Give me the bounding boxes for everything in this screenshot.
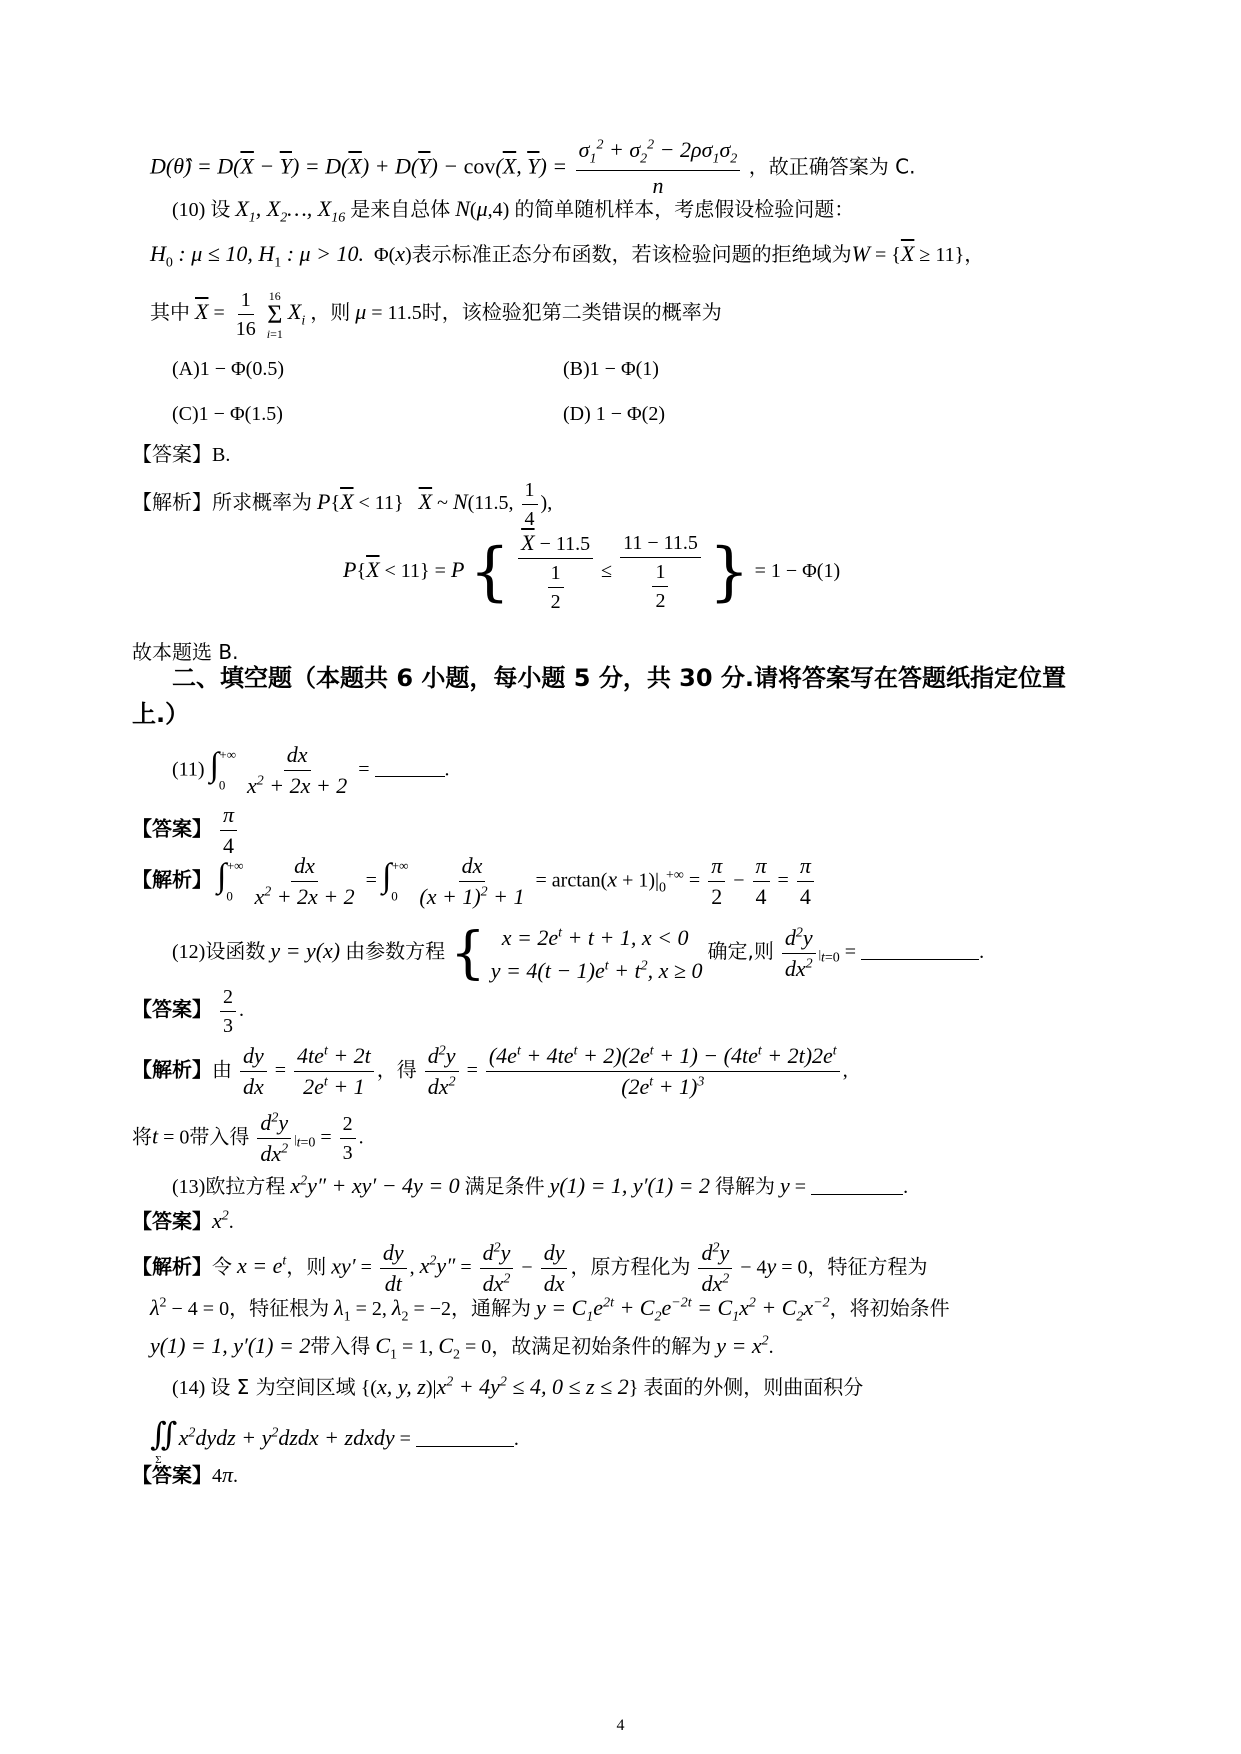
q13-analysis-line1: 【解析】令 $x = e^t$，则 xy′ = $\frac{dy}{dt}$ , $x^2y''$ = $\frac{d^2y}{dx^2}$ − $\frac{dy}{dx}$ ，原方程化为 $\frac{d^2y}{dx^2}$ − 4y = 0，特征方程为 — [132, 1240, 928, 1297]
q10-analysis-formula: $P\{\overline{X} < 11\} = P$ { $\frac{\overline{X} - 11.5}{\frac{1}{2}}$ ≤ $\frac{11 - 11.5}{\frac{1}{2}}$ } = 1 − Φ(1) — [343, 530, 841, 614]
q10-analysis: 【解析】所求概率为 $P\{\overline{X} < 11\}$ $\overline{X}$ ~ N(11.5, $\frac{1}{4}$ ), — [132, 479, 553, 530]
q12-stem: (12)设函数 y = y(x) 由参数方程 { $x = 2e^t + t + 1$, x < 0 $y = 4(t - 1)e^t + t^2$, x ≥ 0 确定,则 $\frac{d^2y}{dx^2}$ $|_{t=0}$ = . — [172, 921, 985, 986]
q9-conclusion: ，故正确答案为 C. — [748, 154, 916, 179]
q10-conclusion: 故本题选 B. — [132, 640, 239, 664]
q11-answer: 【答案】 $\frac{\pi}{4}$ — [132, 802, 240, 860]
q10-stem-line2: $H_0$ : μ ≤ 10, $H_1$ : μ > 10. Φ(x)表示标准正态分布函数，若该检验问题的拒绝域为$W = \{\overline{X} \ge 11\}$， — [150, 241, 985, 271]
q10-option-d: (D) 1 − Φ(2) — [563, 403, 665, 425]
q12-analysis: 【解析】由 $\frac{dy}{dx}$ = $\frac{4te^t + 2t}{2e^t + 1}$ ，得 $\frac{d^2y}{dx^2}$ = $\frac{(4e^t + 4te^t + 2)(2e^t + 1) - (4te^t + 2t)2e^t}{(2e^t + 1)^3}$ , — [132, 1043, 848, 1100]
q12-analysis-line2: 将t = 0带入得 $\frac{d^2y}{dx^2}$ $|_{t=0}$ = $\frac{2}{3}$ . — [132, 1110, 364, 1167]
section2-title-line1: 二、填空题（本题共 6 小题，每小题 5 分，共 30 分.请将答案写在答题纸指定位置 — [172, 664, 1067, 692]
q13-analysis-line3: y(1) = 1, y′(1) = 2带入得 $C_1 = 1$, $C_2 = 0$，故满足初始条件的解为 $y = x^2$. — [150, 1333, 774, 1363]
q14-stem-line1: (14) 设 Σ 为空间区域 {(x, y, $z)|x^2 + 4y^2 \le 4$, 0 ≤ z ≤ 2} 表面的外侧，则曲面积分 — [172, 1374, 864, 1399]
q10-option-b: (B)1 − Φ(1) — [563, 358, 659, 380]
q12-answer: 【答案】 $\frac{2}{3}$ . — [132, 986, 244, 1037]
q14-stem-line2: $∬_\Sigma$ $x^2dydz$ + $y^2dzdx$ + zdxdy = . — [150, 1416, 519, 1466]
q10-option-a: (A)1 − Φ(0.5) — [172, 358, 284, 380]
q13-analysis-line2: $\lambda^2 - 4 = 0$，特征根为 $\lambda_1 = 2$, $\lambda_2 = -2$，通解为 $y = C_1e^{2t} + C_2e^{-2t} = C_1x^2 + C_2x^{-2}$，将初始条件 — [150, 1295, 950, 1325]
page-number: 4 — [616, 1717, 625, 1734]
q14-answer: 【答案】4π. — [132, 1462, 239, 1487]
q11-analysis: 【解析】 $\int_0^{+\infty}$ $\frac{dx}{x^2 + 2x + 2}$ = $\int_0^{+\infty}$ $\frac{dx}{(x + 1)^2 + 1}$ = $\arctan(x + 1)|_0^{+\infty}$ = $\frac{\pi}{2}$ − $\frac{\pi}{4}$ = $\frac{\pi}{4}$ — [132, 853, 817, 911]
q13-stem: (13)欧拉方程 $x^2y'' + xy' - 4y = 0$ 满足条件 y(1) = 1, y′(1) = 2 得解为 y = . — [172, 1173, 909, 1198]
q10-answer: 【答案】B. — [132, 442, 231, 466]
q11-stem: (11) $\int_0^{+\infty}$ $\frac{dx}{x^2 + 2x + 2}$ = . — [172, 742, 450, 799]
q10-stem-line1: (10) 设 $X_1$, $X_2\dots$, $X_{16}$ 是来自总体 N(μ,4) 的简单随机样本，考虑假设检验问题： — [172, 196, 855, 226]
section2-title-line2: 上.） — [132, 700, 190, 728]
q10-number: (10) — [172, 199, 206, 221]
q13-answer: 【答案】$x^2$. — [132, 1208, 234, 1233]
q10-stem-line3: 其中 $\overline{X}$ = $\frac{1}{16}$ 16 Σ i=1 $X_i$ ，则 μ = 11.5时，该检验犯第二类错误的概率为 — [150, 288, 722, 341]
q10-option-c: (C)1 − Φ(1.5) — [172, 403, 283, 425]
q9-variance-formula: D(θ̂) = $D(\overline{X} - \overline{Y}) = D(\overline{X}) + D(\overline{Y}) - cov(\overline{X}$, $\overline{Y}$) = $\frac{\sigma_1^2 + \sigma_2^2 - 2\rho\sigma_1\sigma_2}{n}$ ，故正确答案为 C. — [150, 137, 916, 199]
